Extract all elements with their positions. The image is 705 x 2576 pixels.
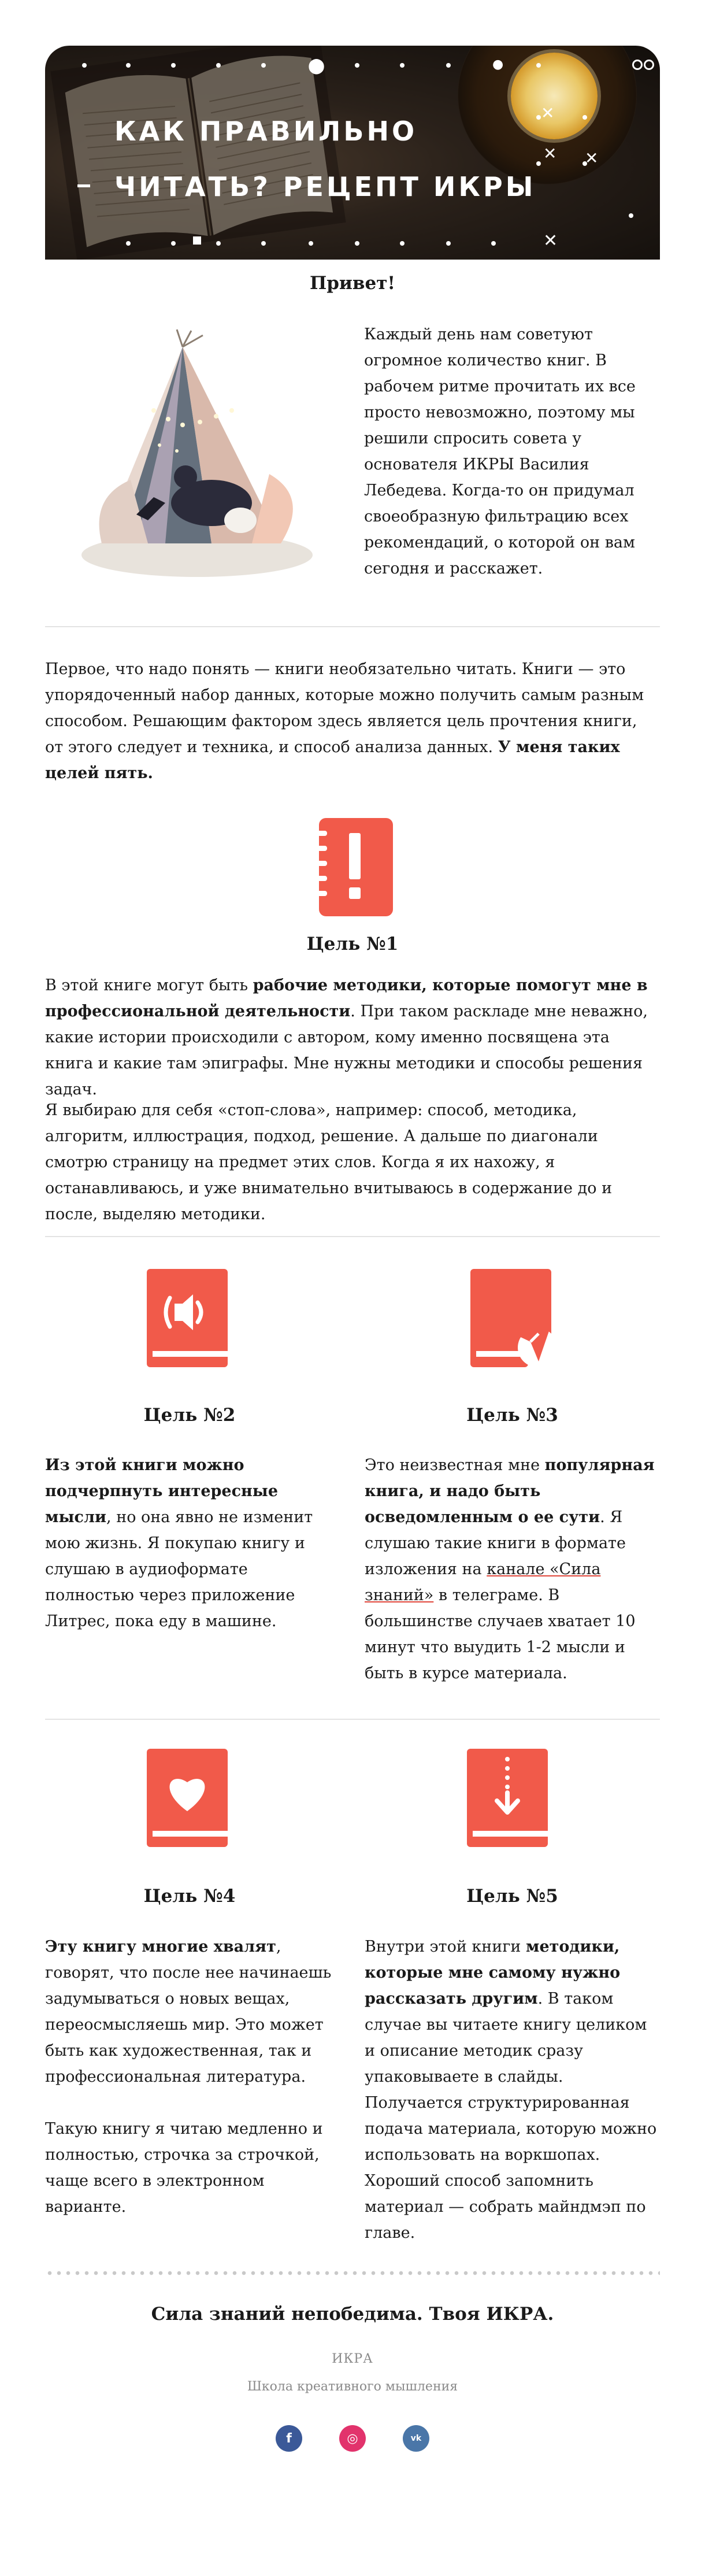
goal-4-body: , говорят, что после нее начинаешь задумываться о новых вещах, переосмысляешь мир. Это может быть как художественная, так и профессиональная литература.: [45, 1938, 332, 2086]
goal-2-title: Цель №2: [143, 1405, 236, 1426]
footer-subtitle: Школа креативного мышления: [247, 2379, 458, 2394]
greeting-title: Привет!: [309, 273, 396, 294]
download-book-icon: [467, 1749, 548, 1847]
goal-2-text: [45, 1452, 334, 1634]
intro-text-bold: У меня таких целей пять.: [45, 738, 620, 782]
cross-icon: ✕: [585, 149, 599, 168]
pin-icon: ●: [492, 57, 504, 72]
goal-3-body: . Я слушаю такие книги в формате изложения на: [365, 1508, 626, 1578]
goal-1-paragraph-1: [45, 972, 660, 1102]
banner-title: КАК ПРАВИЛЬНО ЧИТАТЬ? РЕЦЕПТ ИКРЫ: [114, 116, 536, 202]
social-links: [45, 2425, 660, 2452]
goal-4-paragraph-2: Такую книгу я читаю медленно и полностью, строчка за строчкой, чаще всего в электронном варианте.: [45, 2120, 323, 2216]
goal-2-body: , но она явно не изменит мою жизнь. Я покупаю книгу и слушаю в аудиоформате полностью через приложение Литрес, пока еду в машине.: [45, 1508, 313, 1630]
goal-1-text: В этой книге могут быть: [45, 976, 253, 994]
footer-org-name: ИКРА: [332, 2352, 373, 2366]
telegram-book-icon: [470, 1269, 551, 1367]
email: [45, 0, 660, 2446]
goal-1-title: Цель №1: [306, 934, 399, 954]
goal-5-text: [365, 1934, 660, 2246]
goal-5-bold: методики, которые мне самому нужно рассказать другим: [365, 1938, 621, 2008]
goal-4-paragraph-1: [45, 1934, 334, 2090]
goal-5-body: Внутри этой книги: [365, 1938, 526, 1956]
cross-icon: ✕: [541, 103, 555, 123]
goal-3-body: Это неизвестная мне: [365, 1456, 545, 1474]
notebook-exclamation-icon: [312, 818, 393, 916]
heart-book-icon: [147, 1749, 228, 1847]
dash-decoration: [77, 184, 90, 187]
goal-1-text: . При таком раскладе мне неважно, какие истории происходили с автором, кому именно посвящена эта книга и какие там эпиграфы. Мне нужны методики и способы решения задач.: [45, 1002, 648, 1098]
goal-2-bold: Из этой книги можно подчерпнуть интересные мысли: [45, 1456, 279, 1526]
telegram-channel-link[interactable]: канале «Сила знаний»: [365, 1560, 601, 1604]
goal-5-body: . В таком случае вы читаете книгу целиком и описание методик сразу упаковываете в слайды. Получается структурированная подача материала, которую можно использовать на воркшопах. Хороший способ запомнить материал — собрать майндмэп по главе.: [365, 1990, 657, 2242]
instagram-icon[interactable]: ◎: [339, 2425, 366, 2452]
header-banner: [45, 46, 660, 260]
dotted-divider: [45, 2271, 660, 2275]
vk-icon[interactable]: vk: [403, 2425, 429, 2452]
goal-4-title: Цель №4: [143, 1886, 236, 1907]
goal-1-bold: рабочие методики, которые помогут мне в профессиональной деятельности: [45, 976, 648, 1020]
goal-4-bold: Эту книгу многие хвалят: [45, 1938, 276, 1956]
footer-tagline: Сила знаний непобедима. Твоя ИКРА.: [151, 2304, 554, 2325]
audiobook-icon: [147, 1269, 228, 1367]
goal-3-body: в телеграме. В большинстве случаев хватает 10 минут что выудить 1-2 мысли и быть в курсе материала.: [365, 1586, 636, 1682]
goal-5-title: Цель №5: [466, 1886, 558, 1907]
cross-icon: ✕: [543, 231, 558, 251]
goal-3-bold: популярная книга, и надо быть осведомленным о ее сути: [365, 1456, 655, 1526]
greeting-text: Каждый день нам советуют огромное количество книг. В рабочем ритме прочитать их все просто невозможно, поэтому мы решили спросить совета у основателя ИКРЫ Василия Лебедева. Когда-то он придумал своеобразную фильтрацию всех рекомендаций, о которой он вам сегодня и расскажет.: [364, 325, 636, 578]
intro-text-body: Первое, что надо понять — книги необязательно читать. Книги — это упорядоченный набор данных, которые можно получить самым разным способом. Решающим фактором здесь является цель прочтения книги, от этого следует и техника, и способ анализа данных.: [45, 660, 644, 756]
divider: [45, 626, 660, 627]
pin-icon: ⬤: [308, 57, 325, 75]
goal-1-paragraph-2: Я выбираю для себя «стоп-слова», например: способ, методика, алгоритм, иллюстрация, подход, решение. А дальше по диагонали смотрю страницу на предмет этих слов. Когда я их нахожу, я останавливаюсь, и уже внимательно вчитываюсь в содержание до и после, выделяю методики.: [45, 1101, 613, 1223]
cross-icon: ✕: [543, 144, 557, 163]
divider: [45, 1719, 660, 1720]
goal-3-title: Цель №3: [466, 1405, 558, 1426]
goal-3-text: [365, 1452, 660, 1686]
divider: [45, 1236, 660, 1237]
facebook-icon[interactable]: f: [276, 2425, 302, 2452]
reading-tent-illustration: [67, 324, 327, 584]
intro-text: [45, 656, 660, 786]
